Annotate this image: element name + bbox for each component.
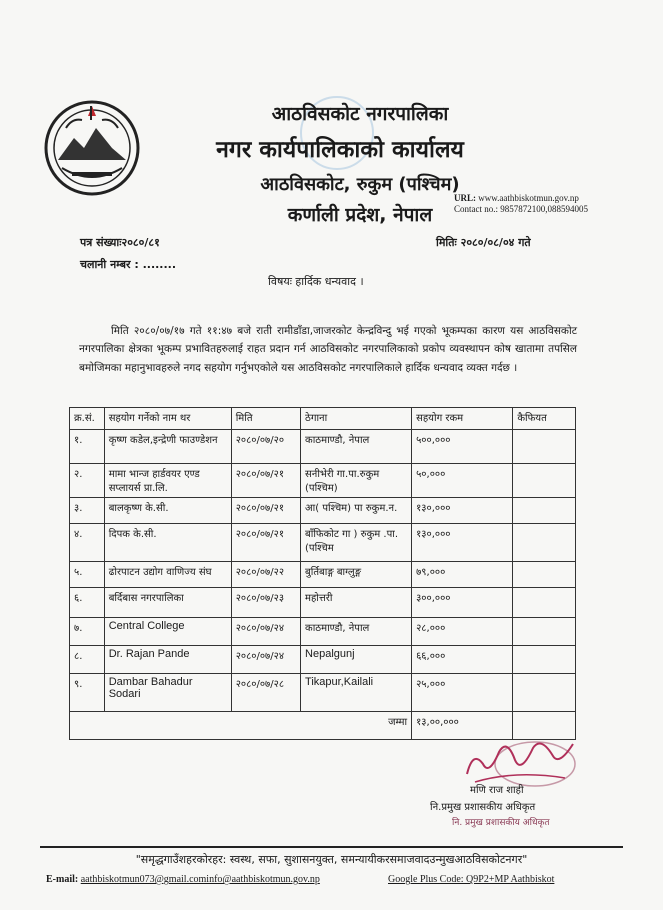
cell-date: २०८०/०७/२१ bbox=[231, 464, 300, 498]
cell-remark bbox=[513, 562, 576, 588]
cell-date: २०८०/०७/२० bbox=[231, 430, 300, 464]
table-header-row bbox=[70, 408, 576, 430]
table-row bbox=[70, 524, 576, 562]
cell-name: Dr. Rajan Pande bbox=[104, 646, 231, 674]
cell-amount: १३०,००० bbox=[412, 524, 513, 562]
cell-address: काठमाण्डौ, नेपाल bbox=[301, 618, 412, 646]
contact-label: Contact no.: bbox=[454, 204, 498, 214]
cell-remark bbox=[513, 524, 576, 562]
letter-date: मितिः २०८०/०८/०४ गते bbox=[436, 236, 531, 249]
total-amount: १३,००,००० bbox=[412, 712, 513, 740]
cell-date: २०८०/०७/२४ bbox=[231, 618, 300, 646]
cell-sn: ५. bbox=[70, 562, 105, 588]
plus-code-text: Google Plus Code: Q9P2+MP Aathbiskot bbox=[388, 874, 555, 885]
letter-body: मिति २०८०/०७/१७ गते ११:४७ बजे राती रामीडाँडा,जाजरकोट केन्द्रविन्दु भई गएको भूकम्पका कारण यस आठविसकोट नगरपालिका क्षेत्रका भूकम्प प्रभावितहरुलाई राहत प्रदान गर्न आठविसकोट नगरपालिकाको प्रकोप व्यवस्थापन कोष खातामा तपसिल बमोजिमका महानुभावहरुले नगद सहयोग गर्नुभएकोले यस आठविसकोट नगरपालिकाले हार्दिक धन्यवाद व्यक्त गर्दछ । bbox=[79, 325, 577, 374]
nepal-emblem-icon bbox=[42, 98, 142, 198]
donor-table bbox=[69, 407, 576, 740]
contact-block bbox=[454, 193, 588, 215]
footer-plus-code bbox=[388, 874, 554, 885]
cell-amount: ६६,००० bbox=[412, 646, 513, 674]
cell-remark bbox=[513, 618, 576, 646]
cell-amount: २५,००० bbox=[412, 674, 513, 712]
cell-date: २०८०/०७/२२ bbox=[231, 562, 300, 588]
footer-divider bbox=[40, 846, 623, 848]
cell-amount: २८,००० bbox=[412, 618, 513, 646]
cell-remark bbox=[513, 498, 576, 524]
cell-sn: ८. bbox=[70, 646, 105, 674]
col-header-remark: कैफियत bbox=[513, 408, 576, 430]
url-label: URL: bbox=[454, 193, 476, 203]
cell-name: कृष्ण कडेल,इन्द्रेणी फाउण्डेशन bbox=[104, 430, 231, 464]
cell-amount: ५०,००० bbox=[412, 464, 513, 498]
table-row bbox=[70, 646, 576, 674]
cell-name: दिपक के.सी. bbox=[104, 524, 231, 562]
cell-remark bbox=[513, 674, 576, 712]
table-row bbox=[70, 618, 576, 646]
table-row bbox=[70, 430, 576, 464]
reference-number: पत्र संख्याः२०८०/८१ bbox=[80, 236, 160, 249]
cell-amount: ७९,००० bbox=[412, 562, 513, 588]
cell-name: मामा भान्ज हार्डवयर एण्ड सप्लायर्स प्रा.लि. bbox=[104, 464, 231, 498]
cell-address: काठमाण्डौ, नेपाल bbox=[301, 430, 412, 464]
col-header-amount: सहयोग रकम bbox=[412, 408, 513, 430]
cell-date: २०८०/०७/२१ bbox=[231, 498, 300, 524]
cell-amount: ३००,००० bbox=[412, 588, 513, 618]
footer-motto: "समृद्धगाउँशहरकोरहर: स्वस्थ, सफा, सुशासनयुक्त, समन्यायीकरसमाजवादउन्मुखआठविसकोटनगर" bbox=[135, 853, 528, 866]
cell-name: Dambar Bahadur Sodari bbox=[104, 674, 231, 712]
cell-address: आ( पश्चिम) पा रुकुम.न. bbox=[301, 498, 412, 524]
cell-sn: ६. bbox=[70, 588, 105, 618]
table-row bbox=[70, 464, 576, 498]
signatory-stamp-text: नि. प्रमुख प्रशासकीय अधिकृत bbox=[452, 818, 550, 828]
cell-date: २०८०/०७/२८ bbox=[231, 674, 300, 712]
total-label: जम्मा bbox=[70, 712, 412, 740]
col-header-sn: क्र.सं. bbox=[70, 408, 105, 430]
cell-date: २०८०/०७/२३ bbox=[231, 588, 300, 618]
col-header-name: सहयोग गर्नेको नाम थर bbox=[104, 408, 231, 430]
website-url: www.aathbiskotmun.gov.np bbox=[478, 193, 579, 203]
cell-date: २०८०/०७/२१ bbox=[231, 524, 300, 562]
office-address: आठविसकोट, रुकुम (पश्चिम) bbox=[260, 174, 460, 195]
cell-remark bbox=[513, 646, 576, 674]
table-row bbox=[70, 562, 576, 588]
email-link[interactable]: aathbiskotmun073@gmail.cominfo@aathbiskotmun.gov.np bbox=[80, 874, 320, 885]
signatory-title: नि.प्रमुख प्रशासकीय अधिकृत bbox=[430, 802, 536, 813]
cell-remark bbox=[513, 464, 576, 498]
cell-amount: १३०,००० bbox=[412, 498, 513, 524]
email-label: E-mail: bbox=[46, 874, 79, 885]
cell-address: महोत्तरी bbox=[301, 588, 412, 618]
letter-subject: विषयः हार्दिक धन्यवाद । bbox=[268, 275, 364, 288]
cell-sn: ४. bbox=[70, 524, 105, 562]
cell-remark bbox=[513, 588, 576, 618]
cell-address: Tikapur,Kailali bbox=[301, 674, 412, 712]
cell-sn: २. bbox=[70, 464, 105, 498]
cell-amount: ५००,००० bbox=[412, 430, 513, 464]
province-name: कर्णाली प्रदेश, नेपाल bbox=[287, 204, 433, 226]
cell-name: बर्दिबास नगरपालिका bbox=[104, 588, 231, 618]
cell-name: ढोरपाटन उद्योग वाणिज्य संघ bbox=[104, 562, 231, 588]
office-name: नगर कार्यपालिकाको कार्यालय bbox=[216, 137, 464, 163]
cell-sn: ९. bbox=[70, 674, 105, 712]
cell-sn: ३. bbox=[70, 498, 105, 524]
footer-email-block bbox=[46, 874, 320, 885]
municipality-name: आठविसकोट नगरपालिका bbox=[271, 103, 449, 125]
cell-sn: ७. bbox=[70, 618, 105, 646]
dispatch-number: चलानी नम्बर : ........ bbox=[80, 258, 177, 271]
cell-name: Central College bbox=[104, 618, 231, 646]
cell-sn: १. bbox=[70, 430, 105, 464]
cell-name: बालकृष्ण के.सी. bbox=[104, 498, 231, 524]
col-header-date: मिति bbox=[231, 408, 300, 430]
cell-remark bbox=[513, 430, 576, 464]
cell-address: बाँफिकोट गा ) रुकुम .पा. (पश्चिम bbox=[301, 524, 412, 562]
cell-address: Nepalgunj bbox=[301, 646, 412, 674]
cell-date: २०८०/०७/२४ bbox=[231, 646, 300, 674]
signatory-name: मणि राज शाही bbox=[470, 785, 524, 796]
table-row bbox=[70, 498, 576, 524]
cell-address: बुर्तिबाङ्ग बाग्लुङ्ग bbox=[301, 562, 412, 588]
col-header-address: ठेगाना bbox=[301, 408, 412, 430]
table-row bbox=[70, 674, 576, 712]
cell-address: सनीभेरी गा.पा.रुकुम (पश्चिम) bbox=[301, 464, 412, 498]
contact-number: 9857872100,088594005 bbox=[500, 204, 588, 214]
table-row bbox=[70, 588, 576, 618]
